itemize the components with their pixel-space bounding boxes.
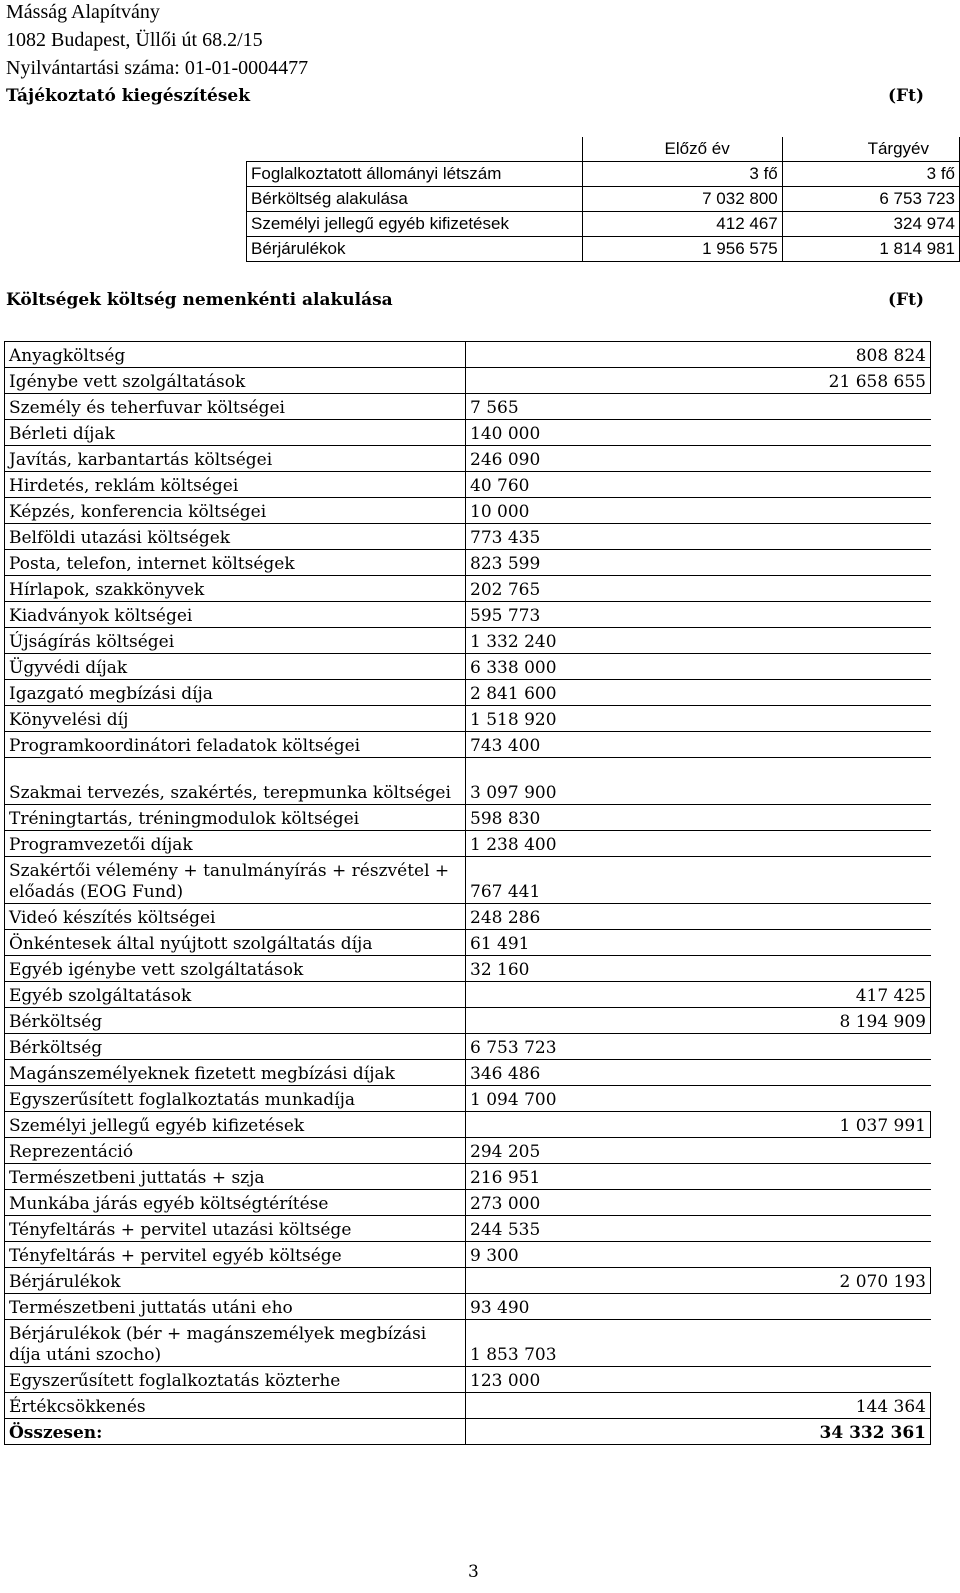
- cost-row-total: 808 824: [466, 342, 931, 368]
- table-row: [5, 368, 931, 394]
- table-row: [5, 1034, 931, 1060]
- table-row: [247, 212, 960, 237]
- cost-row-sub-amount: 246 090: [466, 446, 931, 472]
- table-row: [5, 1242, 931, 1268]
- cost-row-sub-amount: 743 400: [466, 732, 931, 758]
- cost-total-value: 34 332 361: [466, 1419, 931, 1445]
- table-row: [247, 237, 960, 262]
- cost-row-label: Természetbeni juttatás + szja: [5, 1164, 466, 1190]
- cost-row-sub-amount: 346 486: [466, 1060, 931, 1086]
- cost-row-label: Belföldi utazási költségek: [5, 524, 466, 550]
- table-row: [247, 162, 960, 187]
- cost-row-label: Munkába járás egyéb költségtérítése: [5, 1190, 466, 1216]
- table-row: [5, 1190, 931, 1216]
- table-row: [5, 1367, 931, 1393]
- cost-row-label: Tényfeltárás + pervitel egyéb költsége: [5, 1242, 466, 1268]
- cost-row-sub-amount: 823 599: [466, 550, 931, 576]
- cost-row-label: Programkoordinátori feladatok költségei: [5, 732, 466, 758]
- cost-row-label: Igénybe vett szolgáltatások: [5, 368, 466, 394]
- page-number: 3: [468, 1562, 479, 1582]
- cost-row-label: Bérjárulékok: [5, 1268, 466, 1294]
- cost-row-label: Személyi jellegű egyéb kifizetések: [5, 1112, 466, 1138]
- cost-total-row: [5, 1419, 931, 1445]
- cost-row-label: Igazgató megbízási díja: [5, 680, 466, 706]
- table-row: [5, 420, 931, 446]
- info-section-unit: (Ft): [888, 86, 925, 106]
- cost-row-sub-amount: 10 000: [466, 498, 931, 524]
- table-row: [5, 982, 931, 1008]
- cost-row-sub-amount: 7 565: [466, 394, 931, 420]
- cost-total-label: Összesen:: [5, 1419, 466, 1445]
- cost-row-label: Magánszemélyeknek fizetett megbízási díjak: [5, 1060, 466, 1086]
- cost-row-sub-amount: 40 760: [466, 472, 931, 498]
- cost-row-label: Egyszerűsített foglalkoztatás munkadíja: [5, 1086, 466, 1112]
- org-name: Másság Alapítvány: [6, 1, 160, 23]
- staff-row-label: Foglalkoztatott állományi létszám: [247, 162, 583, 187]
- cost-row-sub-amount: 767 441: [466, 857, 931, 904]
- table-row: [5, 805, 931, 831]
- table-row: [5, 732, 931, 758]
- cost-row-total: 417 425: [466, 982, 931, 1008]
- table-row: [5, 680, 931, 706]
- table-row: [5, 1138, 931, 1164]
- table-row: [5, 1294, 931, 1320]
- cost-row-sub-amount: 123 000: [466, 1367, 931, 1393]
- col-current-year: Tárgyév: [782, 137, 959, 162]
- cost-row-label: Újságírás költségei: [5, 628, 466, 654]
- table-row: [5, 1164, 931, 1190]
- org-address: 1082 Budapest, Üllői út 68.2/15: [6, 29, 263, 51]
- table-row: [5, 342, 931, 368]
- cost-row-total: 1 037 991: [466, 1112, 931, 1138]
- cost-row-sub-amount: 6 338 000: [466, 654, 931, 680]
- staff-row-curr: 6 753 723: [782, 187, 959, 212]
- cost-row-label: Ügyvédi díjak: [5, 654, 466, 680]
- table-row: [5, 1216, 931, 1242]
- cost-row-sub-amount: 294 205: [466, 1138, 931, 1164]
- table-row: [247, 187, 960, 212]
- cost-row-total: 144 364: [466, 1393, 931, 1419]
- staff-table-header: [247, 137, 960, 162]
- org-registration: Nyilvántartási száma: 01-01-0004477: [6, 57, 309, 79]
- cost-row-label: Egyszerűsített foglalkoztatás közterhe: [5, 1367, 466, 1393]
- info-section-title: Tájékoztató kiegészítések: [6, 86, 251, 106]
- cost-row-total: 2 070 193: [466, 1268, 931, 1294]
- cost-row-sub-amount: 32 160: [466, 956, 931, 982]
- cost-row-sub-amount: 773 435: [466, 524, 931, 550]
- cost-section-unit: (Ft): [888, 290, 925, 310]
- table-row: [5, 930, 931, 956]
- table-row: [5, 628, 931, 654]
- staff-header-blank: [247, 137, 583, 162]
- table-row: [5, 550, 931, 576]
- table-row: [5, 1320, 931, 1367]
- staff-row-curr: 1 814 981: [782, 237, 959, 262]
- cost-row-label: Reprezentáció: [5, 1138, 466, 1164]
- cost-table: [4, 341, 931, 1445]
- table-row: [5, 706, 931, 732]
- cost-row-label: Posta, telefon, internet költségek: [5, 550, 466, 576]
- staff-table: [246, 137, 960, 262]
- cost-row-sub-amount: 1 853 703: [466, 1320, 931, 1367]
- staff-row-curr: 324 974: [782, 212, 959, 237]
- cost-row-label: Képzés, konferencia költségei: [5, 498, 466, 524]
- cost-row-sub-amount: 6 753 723: [466, 1034, 931, 1060]
- staff-row-prev: 7 032 800: [582, 187, 782, 212]
- cost-row-sub-amount: 1 094 700: [466, 1086, 931, 1112]
- cost-row-sub-amount: 93 490: [466, 1294, 931, 1320]
- staff-row-curr: 3 fő: [782, 162, 959, 187]
- cost-row-label: Természetbeni juttatás utáni eho: [5, 1294, 466, 1320]
- cost-row-sub-amount: 202 765: [466, 576, 931, 602]
- table-row: [5, 831, 931, 857]
- table-row: [5, 1086, 931, 1112]
- cost-row-label: Videó készítés költségei: [5, 904, 466, 930]
- cost-row-sub-amount: 9 300: [466, 1242, 931, 1268]
- staff-row-prev: 1 956 575: [582, 237, 782, 262]
- table-row: [5, 1268, 931, 1294]
- table-row: [5, 602, 931, 628]
- table-row: [5, 472, 931, 498]
- table-row: [5, 394, 931, 420]
- table-row: [5, 576, 931, 602]
- cost-row-label: Egyéb szolgáltatások: [5, 982, 466, 1008]
- table-row: [5, 904, 931, 930]
- cost-row-label: Programvezetői díjak: [5, 831, 466, 857]
- cost-row-label: Kiadványok költségei: [5, 602, 466, 628]
- staff-row-prev: 3 fő: [582, 162, 782, 187]
- table-row: [5, 524, 931, 550]
- cost-row-label: Személy és teherfuvar költségei: [5, 394, 466, 420]
- table-row: [5, 498, 931, 524]
- cost-row-sub-amount: 1 518 920: [466, 706, 931, 732]
- cost-row-label: Hírlapok, szakkönyvek: [5, 576, 466, 602]
- table-row: [5, 758, 931, 805]
- cost-section-title: Költségek költség nemenkénti alakulása: [6, 290, 393, 310]
- cost-row-sub-amount: 244 535: [466, 1216, 931, 1242]
- staff-row-prev: 412 467: [582, 212, 782, 237]
- table-row: [5, 1008, 931, 1034]
- table-row: [5, 956, 931, 982]
- cost-row-label: Anyagköltség: [5, 342, 466, 368]
- cost-row-sub-amount: 273 000: [466, 1190, 931, 1216]
- cost-row-label: Javítás, karbantartás költségei: [5, 446, 466, 472]
- cost-row-label: Tényfeltárás + pervitel utazási költsége: [5, 1216, 466, 1242]
- table-row: [5, 654, 931, 680]
- staff-row-label: Bérköltség alakulása: [247, 187, 583, 212]
- cost-row-label: Értékcsökkenés: [5, 1393, 466, 1419]
- cost-row-sub-amount: 216 951: [466, 1164, 931, 1190]
- cost-row-total: 8 194 909: [466, 1008, 931, 1034]
- cost-row-sub-amount: 1 238 400: [466, 831, 931, 857]
- cost-row-sub-amount: 595 773: [466, 602, 931, 628]
- cost-row-label: Bérköltség: [5, 1034, 466, 1060]
- cost-row-label: Könyvelési díj: [5, 706, 466, 732]
- cost-row-sub-amount: 598 830: [466, 805, 931, 831]
- table-row: [5, 446, 931, 472]
- cost-row-total: 21 658 655: [466, 368, 931, 394]
- cost-row-label: Bérjárulékok (bér + magánszemélyek megbízási díja utáni szocho): [5, 1320, 466, 1367]
- table-row: [5, 1060, 931, 1086]
- cost-row-label: Bérköltség: [5, 1008, 466, 1034]
- cost-row-label: Bérleti díjak: [5, 420, 466, 446]
- cost-row-sub-amount: 2 841 600: [466, 680, 931, 706]
- cost-row-sub-amount: 61 491: [466, 930, 931, 956]
- cost-row-sub-amount: 140 000: [466, 420, 931, 446]
- cost-row-label: Önkéntesek által nyújtott szolgáltatás díja: [5, 930, 466, 956]
- table-row: [5, 857, 931, 904]
- table-row: [5, 1393, 931, 1419]
- cost-row-label: Tréningtartás, tréningmodulok költségei: [5, 805, 466, 831]
- col-prev-year: Előző év: [582, 137, 782, 162]
- cost-row-label: Hirdetés, reklám költségei: [5, 472, 466, 498]
- cost-row-label: Szakértői vélemény + tanulmányírás + részvétel + előadás (EOG Fund): [5, 857, 466, 904]
- staff-row-label: Személyi jellegű egyéb kifizetések: [247, 212, 583, 237]
- table-row: [5, 1112, 931, 1138]
- cost-row-label: Egyéb igénybe vett szolgáltatások: [5, 956, 466, 982]
- cost-row-sub-amount: 248 286: [466, 904, 931, 930]
- cost-row-sub-amount: 1 332 240: [466, 628, 931, 654]
- cost-row-label: Szakmai tervezés, szakértés, terepmunka költségei: [5, 758, 466, 805]
- cost-row-sub-amount: 3 097 900: [466, 758, 931, 805]
- staff-row-label: Bérjárulékok: [247, 237, 583, 262]
